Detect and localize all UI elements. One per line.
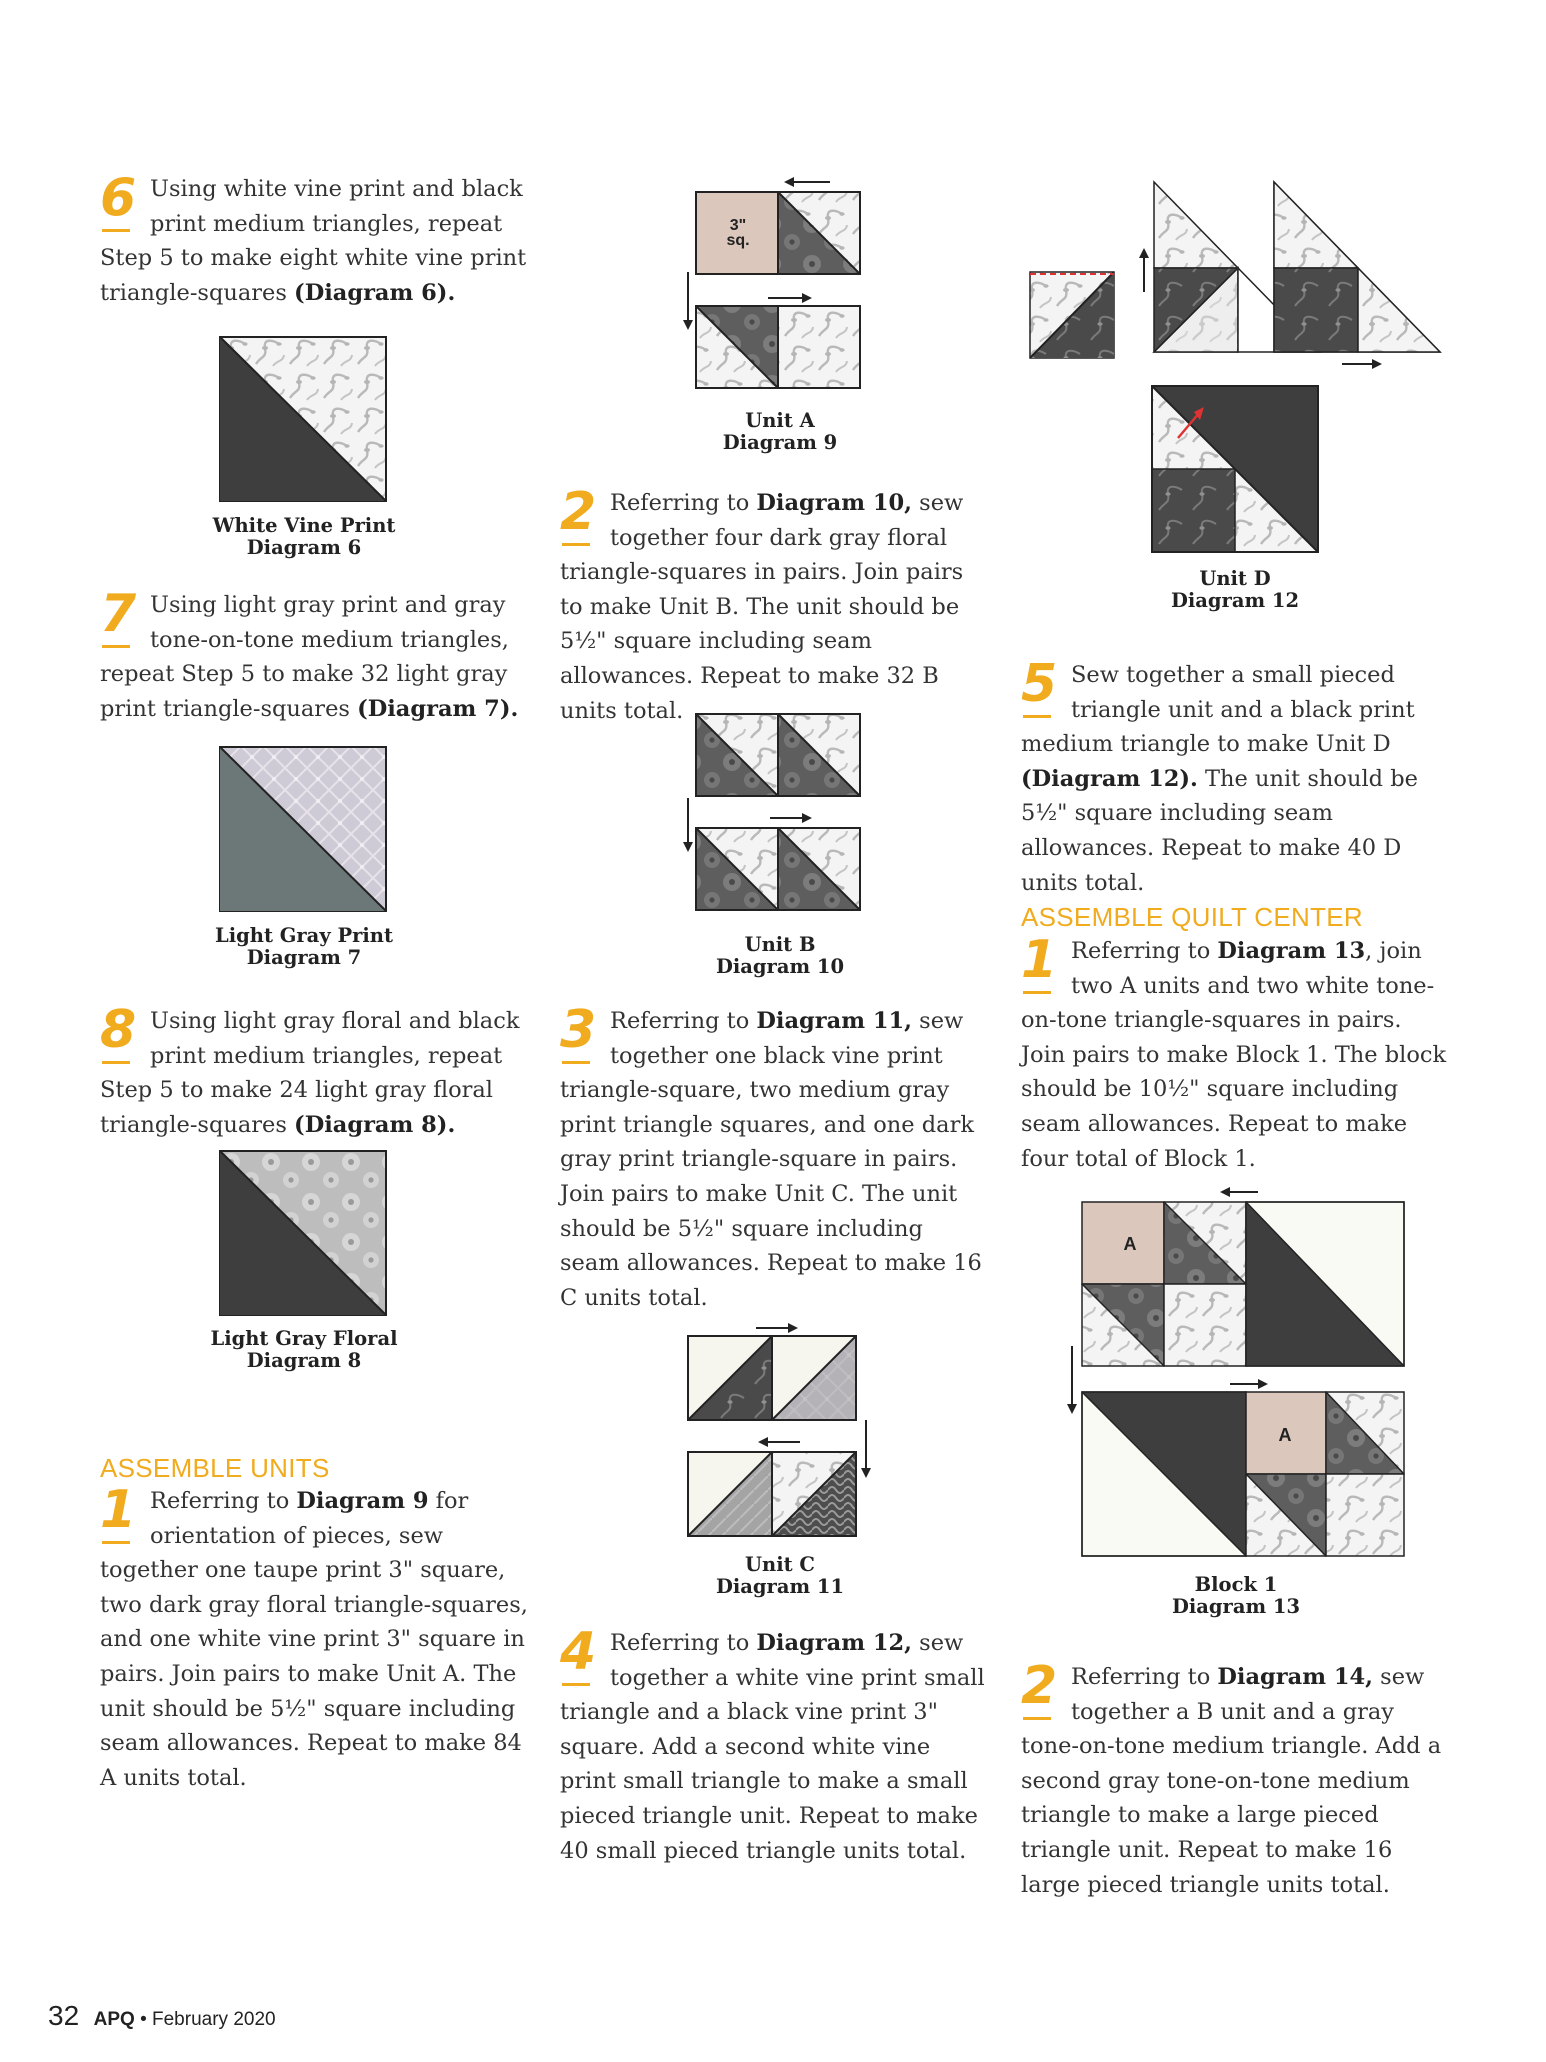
diagram-6-white-vine-triangle-square — [219, 336, 387, 502]
diagram-7-light-gray-triangle-square — [219, 746, 387, 912]
step-number: 1 — [1021, 934, 1063, 998]
page-footer — [48, 2000, 276, 2032]
diagram-10-unit-b — [680, 710, 870, 924]
magazine-name: APQ — [93, 2009, 135, 2030]
diagram-8-caption: Light Gray Floral Diagram 8 — [210, 1327, 398, 1372]
step-number: 8 — [100, 1004, 142, 1068]
label-unit-a-bottom: A — [1278, 1425, 1292, 1445]
step-number: 1 — [100, 1484, 142, 1548]
heading-assemble-units: ASSEMBLE UNITS — [100, 1453, 330, 1483]
page-number: 32 — [48, 2000, 80, 2031]
step-number: 5 — [1021, 658, 1063, 722]
step-number: 2 — [560, 486, 602, 550]
step-units-5: 5 Sew together a small pieced triangle unit and a black print medium triangle to make Unit D (Diagram 12). The unit should be 5½" square including seam allowances. Repeat to make 40 D units total. — [1021, 654, 1418, 896]
step-7: 7 Using light gray print and gray tone-on-tone medium triangles, repeat Step 5 to make 32 light gray print triangle-squares (Diagram 7). — [100, 584, 519, 722]
step-number: 7 — [100, 588, 142, 652]
step-8: 8 Using light gray floral and black print medium triangles, repeat Step 5 to make 24 light gray floral triangle-squares (Diagram 8). — [100, 1000, 520, 1138]
issue-date: • February 2020 — [134, 2009, 276, 2030]
diagram-6-caption: White Vine Print Diagram 6 — [212, 514, 396, 559]
step-units-2: 2 Referring to Diagram 10, sew together four dark gray floral triangle-squares in pairs. Join pairs to make Unit B. The unit should be 5½" square including seam allowances. Repeat to make 32 B units total. — [560, 482, 964, 724]
diagram-12-caption: Unit D Diagram 12 — [1170, 567, 1300, 612]
diagram-9-caption: Unit A Diagram 9 — [722, 409, 838, 454]
diagram-8-light-gray-floral-triangle-square — [219, 1150, 387, 1316]
diagram-11-unit-c — [684, 1322, 880, 1552]
diagram-12-unit-d — [1020, 176, 1450, 556]
step-number: 6 — [100, 172, 142, 236]
diagram-9-unit-a — [680, 172, 870, 404]
label-3in-square: 3" sq. — [726, 217, 750, 249]
diagram-10-caption: Unit B Diagram 10 — [715, 933, 845, 978]
step-6: 6 Using white vine print and black print medium triangles, repeat Step 5 to make eight white vine print triangle-squares (Diagram 6). — [100, 168, 527, 306]
step-number: 4 — [560, 1626, 602, 1690]
step-units-3: 3 Referring to Diagram 11, sew together one black vine print triangle-square, two medium gray print triangle squares, and one dark gray print triangle-square in pairs. Join pairs to make Unit C. The unit should be 5½" square including seam allowances. Repeat to make 16 C units total. — [560, 1000, 982, 1311]
diagram-7-caption: Light Gray Print Diagram 7 — [215, 924, 393, 969]
step-units-1: 1 Referring to Diagram 9 for orientation of pieces, sew together one taupe print 3" square, two dark gray floral triangle-squares, and one white vine print 3" square in pairs. Join pairs to make Unit A. The unit should be 5½" square including seam allowances. Repeat to make 84 A units total. — [100, 1480, 528, 1791]
label-unit-a-top: A — [1123, 1234, 1137, 1254]
diagram-11-caption: Unit C Diagram 11 — [715, 1553, 845, 1598]
diagram-13-caption: Block 1 Diagram 13 — [1171, 1573, 1301, 1618]
step-number: 2 — [1021, 1660, 1063, 1724]
step-center-2: 2 Referring to Diagram 14, sew together a B unit and a gray tone-on-tone medium triangle. Add a second gray tone-on-tone medium triangle to make a large pieced triangle unit. Repeat to make 16 large pieced triangle units total. — [1021, 1656, 1442, 1898]
heading-assemble-quilt-center: ASSEMBLE QUILT CENTER — [1021, 902, 1363, 932]
step-center-1: 1 Referring to Diagram 13, join two A units and two white tone-on-tone triangle-squares in pairs. Join pairs to make Block 1. The block should be 10½" square including seam allowances. Repeat to make four total of Block 1. — [1021, 930, 1447, 1172]
step-units-4: 4 Referring to Diagram 12, sew together a white vine print small triangle and a black vine print 3" square. Add a second white vine print small triangle to make a small pieced triangle unit. Repeat to make 40 small pieced triangle units total. — [560, 1622, 985, 1864]
step-number: 3 — [560, 1004, 602, 1068]
